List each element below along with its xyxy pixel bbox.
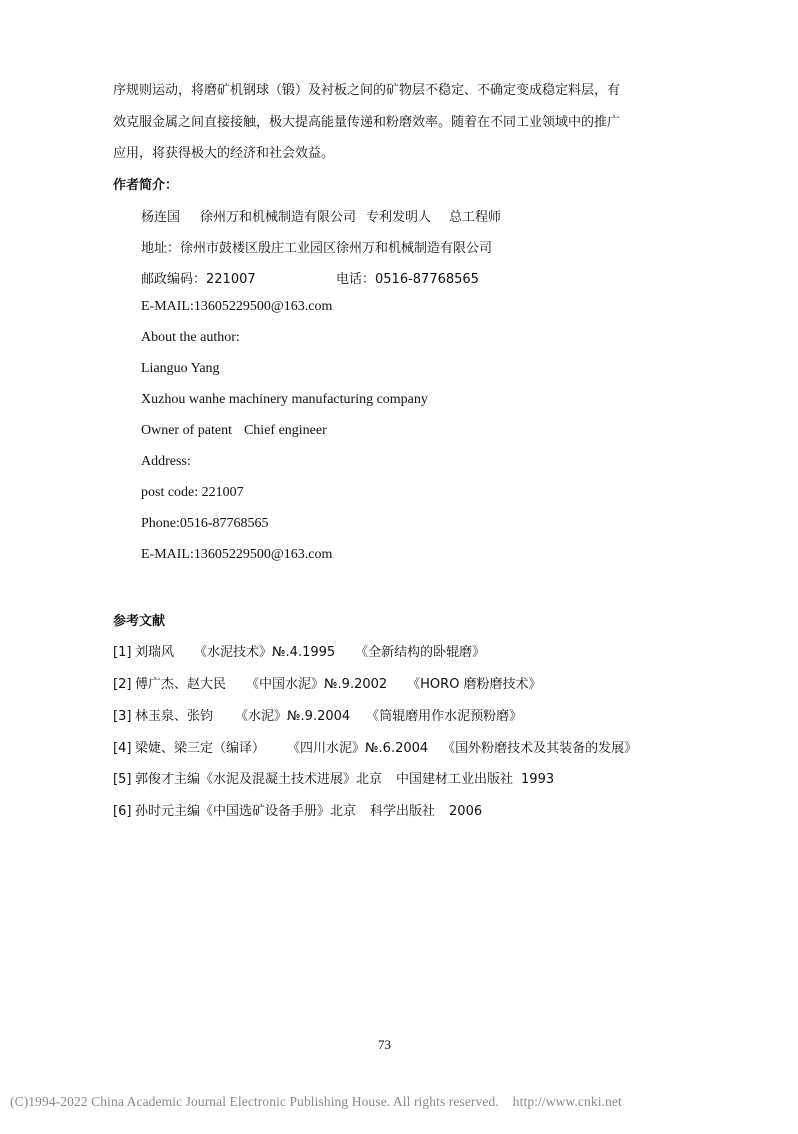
author-cn-role2: 总工程师	[449, 210, 502, 225]
author-en-role1: Owner of patent	[141, 423, 232, 438]
reference-number: [1]	[113, 645, 132, 660]
reference-source: 中国建材工业出版社	[396, 772, 514, 787]
reference-number: [3]	[113, 709, 132, 724]
footer-url-link[interactable]: http://www.cnki.net	[512, 1094, 622, 1109]
reference-item	[113, 641, 485, 660]
author-cn-postcode: 邮政编码：221007	[141, 272, 256, 287]
reference-authors: 刘瑞风	[135, 645, 175, 660]
reference-authors: 郭俊才主编《水泥及混凝土技术进展》北京	[135, 772, 383, 787]
body-line-1: 序规则运动，将磨矿机钢球（锻）及衬板之间的矿物层不稳定、不确定变成稳定料层，有	[113, 83, 621, 98]
author-cn-address: 地址：徐州市鼓楼区殷庄工业园区徐州万和机械制造有限公司	[141, 241, 493, 256]
body-line-2: 效克服金属之间直接接触，极大提高能量传递和粉磨效率。随着在不同工业领域中的推广	[113, 115, 621, 130]
author-cn-role1: 专利发明人	[366, 210, 432, 225]
reference-item	[113, 768, 554, 787]
reference-number: [4]	[113, 741, 132, 756]
reference-source: 科学出版社	[370, 804, 436, 819]
author-en-postcode: post code: 221007	[141, 485, 244, 500]
reference-source: 《四川水泥》№.6.2004	[287, 741, 429, 756]
reference-source: 《水泥技术》№.4.1995	[194, 645, 336, 660]
body-line-3: 应用，将获得极大的经济和社会效益。	[113, 146, 335, 161]
reference-item	[113, 737, 637, 756]
reference-source: 《水泥》№.9.2004	[235, 709, 351, 724]
author-en-heading: About the author:	[141, 330, 240, 345]
reference-item	[113, 800, 482, 819]
author-en-email: E-MAIL:13605229500@163.com	[141, 547, 333, 562]
author-cn-phone: 电话：0516-87768565	[336, 272, 479, 287]
author-heading: 作者简介：	[113, 178, 179, 193]
author-cn-name-line	[141, 206, 501, 225]
reference-source: 《中国水泥》№.9.2002	[246, 677, 388, 692]
reference-title: 《筒辊磨用作水泥预粉磨》	[366, 709, 523, 724]
reference-item	[113, 705, 522, 724]
author-cn-email: E-MAIL:13605229500@163.com	[141, 299, 333, 314]
reference-item	[113, 673, 542, 692]
author-en-name: Lianguo Yang	[141, 361, 220, 376]
reference-number: [6]	[113, 804, 132, 819]
reference-authors: 孙时元主编《中国选矿设备手册》北京	[135, 804, 357, 819]
reference-authors: 傅广杰、赵大民	[135, 677, 227, 692]
reference-title: 《HORO 磨粉磨技术》	[407, 677, 542, 692]
footer-copyright: (C)1994-2022 China Academic Journal Electronic Publishing House. All rights reserved.	[10, 1094, 499, 1109]
reference-title: 1993	[521, 772, 555, 787]
reference-title: 《全新结构的卧辊磨》	[355, 645, 486, 660]
author-en-address: Address:	[141, 454, 191, 469]
reference-authors: 林玉泉、张钧	[135, 709, 214, 724]
author-en-company: Xuzhou wanhe machinery manufacturing company	[141, 392, 428, 407]
footer-bar	[10, 1094, 622, 1110]
reference-number: [2]	[113, 677, 132, 692]
reference-authors: 梁婕、梁三定（编译）	[135, 741, 266, 756]
page-number: 73	[378, 1037, 391, 1052]
reference-title: 《国外粉磨技术及其装备的发展》	[442, 741, 638, 756]
reference-title: 2006	[449, 804, 483, 819]
author-en-roles	[141, 423, 327, 439]
author-cn-company: 徐州万和机械制造有限公司	[200, 210, 357, 225]
author-cn-name: 杨连国	[141, 210, 181, 225]
author-en-phone: Phone:0516-87768565	[141, 516, 269, 531]
references-heading: 参考文献	[113, 614, 166, 629]
author-en-role2: Chief engineer	[243, 423, 327, 438]
reference-number: [5]	[113, 772, 132, 787]
